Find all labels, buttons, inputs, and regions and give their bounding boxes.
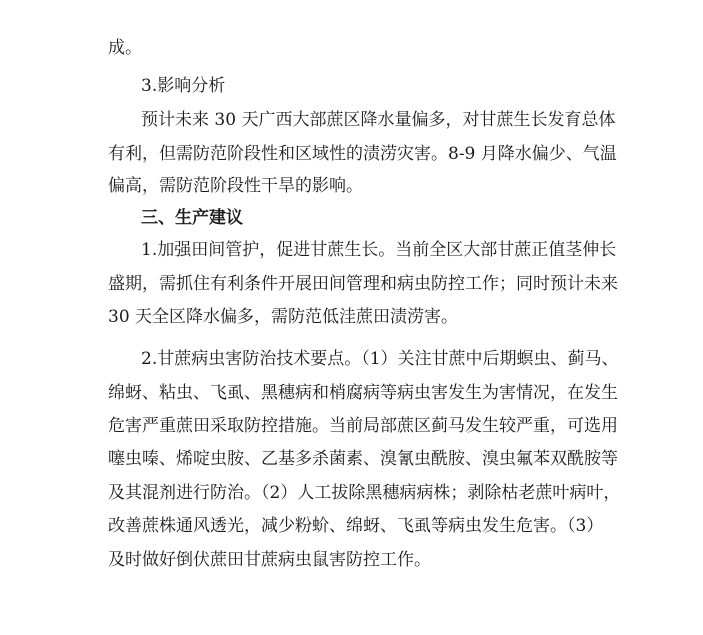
advice-item2-line-5: 及其混剂进行防治。（2）人工拔除黑穗病病株；剥除枯老蔗叶病叶， (108, 483, 621, 503)
advice-item1-line-2: 盛期，需抓住有利条件开展田间管理和病虫防控工作；同时预计未来 (108, 274, 618, 294)
advice-item2-line-6: 改善蔗株通风透光，减少粉蚧、绵蚜、飞虱等病虫发生危害。（3） (108, 516, 604, 536)
advice-item2-line-4: 噻虫嗪、烯啶虫胺、乙基多杀菌素、溴氰虫酰胺、溴虫氟苯双酰胺等 (108, 449, 618, 469)
section-heading-advice: 三、生产建议 (141, 208, 243, 228)
impact-line-1: 预计未来 30 天广西大部蔗区降水量偏多，对甘蔗生长发育总体 (141, 110, 616, 130)
paragraph-continuation: 成。 (108, 38, 142, 58)
advice-item1-line-1: 1.加强田间管护，促进甘蔗生长。当前全区大部甘蔗正值茎伸长 (141, 240, 617, 260)
impact-line-2: 有利，但需防范阶段性和区域性的渍涝灾害。8-9 月降水偏少、气温 (108, 144, 617, 164)
advice-item2-line-3: 危害严重蔗田采取防控措施。当前局部蔗区蓟马发生较严重，可选用 (108, 416, 618, 436)
advice-item2-line-7: 及时做好倒伏蔗田甘蔗病虫鼠害防控工作。 (108, 550, 431, 570)
advice-item1-line-3: 30 天全区降水偏多，需防范低洼蔗田渍涝害。 (108, 307, 459, 327)
impact-line-3: 偏高，需防范阶段性干旱的影响。 (108, 176, 363, 196)
section-heading-impact: 3.影响分析 (141, 76, 226, 96)
advice-item2-line-2: 绵蚜、粘虫、飞虱、黑穗病和梢腐病等病虫害发生为害情况，在发生 (108, 383, 618, 403)
advice-item2-line-1: 2.甘蔗病虫害防治技术要点。（1）关注甘蔗中后期螟虫、蓟马、 (141, 349, 619, 369)
